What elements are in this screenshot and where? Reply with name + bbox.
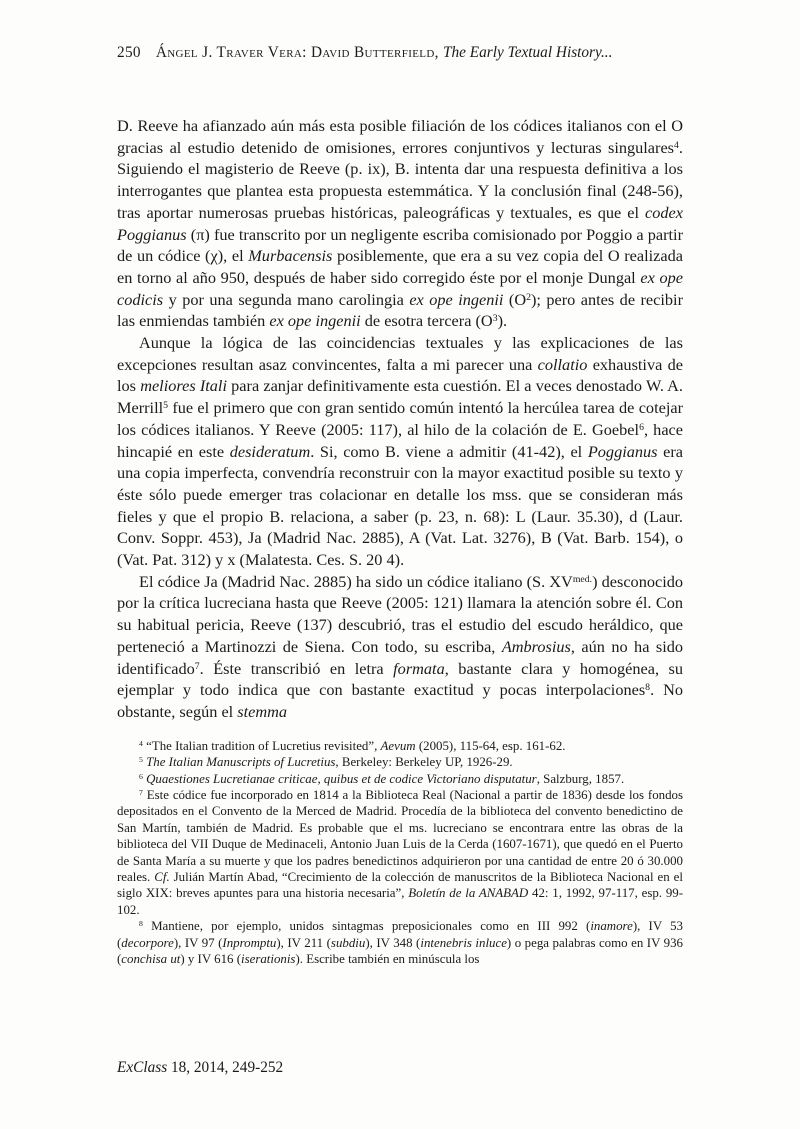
body-paragraph-3: El códice Ja (Madrid Nac. 2885) ha sido un códice italiano (S. $XV^{med.}$) desconocido por la crítica lucreciana hasta que Reeve (2005: 121) llamara la atención sobre él. Con su habitual pericia, Reeve (137) descubrió, tras el estudio del escudo heráldico, que perteneció a Martinozzi de Siena. Con todo, su escriba, Ambrosius, aún no ha sido identificado$^7$. Éste transcribió en letra formata, bastante clara y homogénea, su ejemplar y todo indica que con bastante exactitud y pocas interpolaciones$^8$. No obstante, según el stemma [117, 571, 684, 721]
article-body [117, 115, 683, 723]
journal-citation: ExClass 18, 2014, 249-252 [117, 1059, 284, 1076]
footnote-8: $^8$ Mantiene, por ejemplo, unidos sintagmas preposicionales como en III 992 (inamore), IV 53 (decorpore), IV 97 (Inpromptu), IV 211 (subdiu), IV 348 (intenebris inluce) o pega palabras como en IV 936 (conchisa ut) y IV 616 (iserationis). Escribe también en minúscula los [117, 919, 683, 966]
footnote-6: $^6$ Quaestiones Lucretianae criticae, quibus et de codice Victoriano disputatur, Salzburg, 1857. [139, 771, 625, 786]
page-number: 250 [117, 44, 141, 61]
running-header [117, 44, 683, 62]
footnote-7: $^7$ Este códice fue incorporado en 1814 a la Biblioteca Real (Nacional a partir de 1836) desde los fondos depositados en el Convento de la Merced de Madrid. Procedía de la biblioteca del convento benedictino de San Martín, también de Madrid. Es probable que el ms. lucreciano se encontrara entre las obras de la biblioteca del VII Duque de Medinaceli, Antonio Juan Luis de la Cerda (1607-1671), que quedó en el Puerto de Santa María a su muerte y que los padres benedictinos adquirieron por una cantidad de entre 20 ó 30.000 reales. Cf. Julián Martín Abad, “Crecimiento de la colección de manuscritos de la Biblioteca Nacional en el siglo XIX: breves apuntes para una historia necesaria”, Boletín de la ANABAD 42: 1, 1992, 97-117, esp. 99-102. [117, 787, 683, 917]
footnote-5: $^5$ The Italian Manuscripts of Lucretius, Berkeley: Berkeley UP, 1926-29. [139, 755, 513, 770]
body-paragraph-2: Aunque la lógica de las coincidencias textuales y las explicaciones de las excepciones resultan asaz convincentes, falta a mi parecer una collatio exhaustiva de los meliores Itali para zanjar definitivamente esta cuestión. El a veces denostado W. A. Merrill$^5$ fue el primero que con gran sentido común intentó la hercúlea tarea de cotejar los códices italianos. Y Reeve (2005: 117), al hilo de la colación de E. Goebel$^6$, hace hincapié en este desideratum. Si, como B. viene a admitir (41-42), el Poggianus era una copia imperfecta, convendría reconstruir con la mayor exactitud posible su texto y éste sólo puede emerger tras colacionar en detalle los mss. que se consideran más fieles y que el propio B. relaciona, a saber (p. 23, n. 68): L (Laur. 35.30), d (Laur. Conv. Soppr. 453), Ja (Madrid Nac. 2885), A (Vat. Lat. 3276), B (Vat. Barb. 154), o (Vat. Pat. 312) y x (Malatesta. Ces. S. 20 4). [117, 333, 684, 570]
running-title: Ángel J. Traver Vera: David Butterfield, The Early Textual History... [155, 44, 613, 61]
footnote-4: $^4$ “The Italian tradition of Lucretius revisited”, Aevum (2005), 115-64, esp. 161-62. [139, 738, 566, 753]
footnotes-section [117, 738, 683, 968]
body-paragraph-1: D. Reeve ha afianzado aún más esta posible filiación de los códices italianos con el O gracias al estudio detenido de omisiones, errores conjuntivos y lecturas singulares$^4$. Siguiendo el magisterio de Reeve (p. ix), B. intenta dar una respuesta definitiva a los interrogantes que plantea esta propuesta estemmática. Y la conclusión final (248-56), tras aportar numerosas pruebas históricas, paleográficas y textuales, es que el codex Poggianus (π) fue transcrito por un negligente escriba comisionado por Poggio a partir de un códice (χ), el Murbacensis posiblemente, que era a su vez copia del O realizada en torno al año 950, después de haber sido corregido éste por el monje Dungal ex ope codicis y por una segunda mano carolingia ex ope ingenii $(O^2)$; pero antes de recibir las enmiendas también ex ope ingenii de esotra tercera $(O^3)$. [117, 116, 683, 331]
journal-footer [117, 1059, 283, 1077]
